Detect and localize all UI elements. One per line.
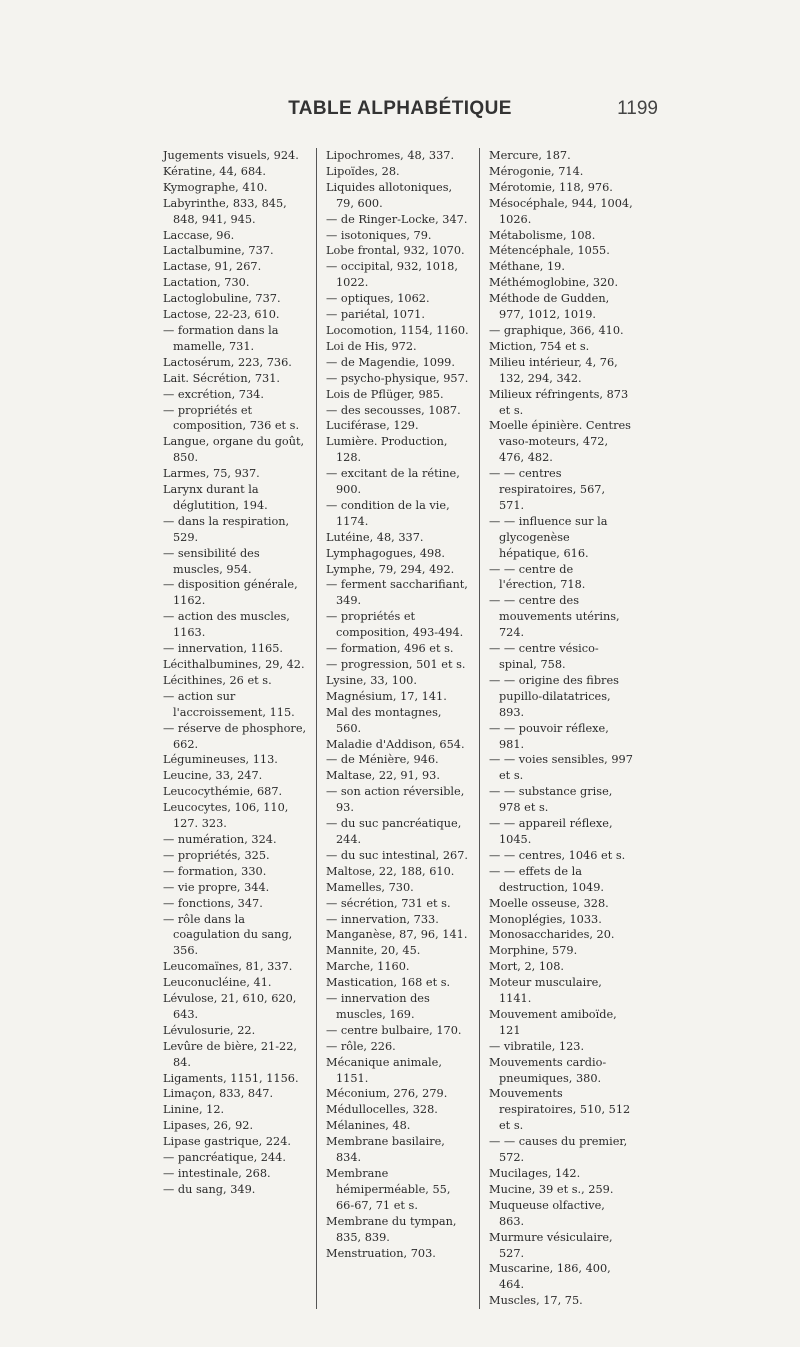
- index-entry: — action des muscles, 1163.: [163, 610, 290, 640]
- index-entry: — du suc pancréatique, 244.: [326, 817, 462, 846]
- index-entry: Langue, organe du goût, 850.: [163, 435, 305, 465]
- index-entry: Mésocéphale, 944, 1004, 1026.: [489, 196, 633, 226]
- index-entry: — vie propre, 344.: [163, 880, 270, 894]
- index-entry: Levûre de bière, 21-22, 84.: [163, 1039, 297, 1069]
- index-entry: — — voies sensibles, 997 et s.: [489, 753, 633, 783]
- index-entry: Mannite, 20, 45.: [326, 944, 421, 958]
- index-entry: — — centre vésico-spinal, 758.: [489, 642, 599, 671]
- index-entry: — — influence sur la glycogenèse hépatique, 616.: [489, 514, 608, 560]
- index-entry: Lactosérum, 223, 736.: [163, 355, 292, 369]
- index-entry: Lymphe, 79, 294, 492.: [326, 562, 455, 576]
- index-entry: — formation, 496 et s.: [326, 642, 454, 656]
- index-entry: — innervation des muscles, 169.: [326, 992, 430, 1021]
- index-entry: Jugements visuels, 924.: [163, 149, 299, 162]
- index-entry: Muscarine, 186, 400, 464.: [489, 1262, 611, 1292]
- index-entry: Lois de Pflüger, 985.: [326, 387, 444, 401]
- index-entry: Méthode de Gudden, 977, 1012, 1019.: [489, 292, 610, 322]
- index-entry: Lipoïdes, 28.: [326, 164, 400, 178]
- index-entry: Mouvements cardio-pneumiques, 380.: [489, 1055, 607, 1085]
- index-entry: Méconium, 276, 279.: [326, 1087, 448, 1101]
- index-entry: Membrane hémiperméable, 55, 66-67, 71 et s.: [326, 1167, 451, 1212]
- index-entry: Lumière. Production, 128.: [326, 435, 448, 465]
- index-entry: Miction, 754 et s.: [489, 339, 590, 353]
- index-entry: — rôle dans la coagulation du sang, 356.: [163, 912, 293, 958]
- index-entry: Mamelles, 730.: [326, 880, 414, 894]
- index-entry: — innervation, 733.: [326, 912, 439, 926]
- index-entry: Lobe frontal, 932, 1070.: [326, 244, 465, 258]
- index-entry: — vibratile, 123.: [489, 1039, 585, 1053]
- index-entry: Lactose, 22-23, 610.: [163, 308, 280, 322]
- index-column-2: [326, 148, 470, 1261]
- index-entry: — dans la respiration, 529.: [163, 514, 290, 544]
- index-entry: Larmes, 75, 937.: [163, 467, 260, 481]
- index-entry: — des secousses, 1087.: [326, 403, 461, 417]
- index-columns: [163, 148, 668, 1309]
- index-entry: Muscles, 17, 75.: [489, 1294, 583, 1308]
- index-entry: Moelle épinière. Centres vaso-moteurs, 472, 476, 482.: [489, 419, 631, 465]
- index-entry: — pancréatique, 244.: [163, 1151, 286, 1165]
- index-entry: — fonctions, 347.: [163, 896, 263, 910]
- index-entry: — formation dans la mamelle, 731.: [163, 323, 279, 353]
- index-entry: Liquides allotoniques, 79, 600.: [326, 180, 453, 210]
- page-title: TABLE ALPHABÉTIQUE: [288, 98, 512, 119]
- index-entry: Limaçon, 833, 847.: [163, 1087, 274, 1101]
- index-entry: Maltose, 22, 188, 610.: [326, 864, 455, 878]
- index-entry: Mucine, 39 et s., 259.: [489, 1182, 614, 1196]
- index-entry: — condition de la vie, 1174.: [326, 498, 450, 528]
- index-entry: — — centre de l'érection, 718.: [489, 562, 586, 592]
- index-entry: — numération, 324.: [163, 832, 277, 846]
- index-entry: Linine, 12.: [163, 1103, 225, 1117]
- index-entry: Luciférase, 129.: [326, 419, 419, 433]
- index-entry: — graphique, 366, 410.: [489, 323, 624, 337]
- index-entry: — sensibilité des muscles, 954.: [163, 546, 260, 576]
- index-entry: Membrane du tympan, 835, 839.: [326, 1214, 457, 1244]
- index-entry: Lysine, 33, 100.: [326, 673, 417, 687]
- index-entry: — centre bulbaire, 170.: [326, 1023, 462, 1037]
- index-entry: Lécithalbumines, 29, 42.: [163, 658, 305, 671]
- index-entry: Méthémoglobine, 320.: [489, 276, 619, 290]
- index-entry: — — centres, 1046 et s.: [489, 848, 626, 862]
- column-divider: [479, 148, 480, 1309]
- index-entry: — — substance grise, 978 et s.: [489, 785, 613, 815]
- index-entry: Milieu intérieur, 4, 76, 132, 294, 342.: [489, 355, 618, 385]
- index-entry: — intestinale, 268.: [163, 1167, 271, 1180]
- index-entry: — disposition générale, 1162.: [163, 578, 298, 608]
- index-column-1: [163, 148, 307, 1198]
- index-entry: Mercure, 187.: [489, 149, 571, 162]
- index-entry: Menstruation, 703.: [326, 1246, 436, 1260]
- index-entry: Membrane basilaire, 834.: [326, 1135, 445, 1165]
- index-entry: — — origine des fibres pupillo-dilatatrices, 893.: [489, 673, 619, 719]
- index-column-3: [489, 148, 633, 1309]
- index-entry: — innervation, 1165.: [163, 642, 284, 656]
- index-entry: Muqueuse olfactive, 863.: [489, 1198, 605, 1228]
- index-entry: Leucine, 33, 247.: [163, 769, 263, 783]
- index-entry: Lactation, 730.: [163, 276, 250, 290]
- index-entry: Méthane, 19.: [489, 260, 565, 274]
- index-entry: Loi de His, 972.: [326, 339, 417, 353]
- index-entry: — progression, 501 et s.: [326, 658, 466, 671]
- index-entry: Métabolisme, 108.: [489, 228, 596, 242]
- index-entry: Lactalbumine, 737.: [163, 244, 274, 258]
- index-entry: Kymographe, 410.: [163, 180, 268, 194]
- index-entry: — réserve de phosphore, 662.: [163, 721, 307, 751]
- index-entry: — — centre des mouvements utérins, 724.: [489, 594, 620, 640]
- index-entry: Maltase, 22, 91, 93.: [326, 769, 440, 783]
- index-entry: — — pouvoir réflexe, 981.: [489, 721, 609, 751]
- index-entry: Lévulosurie, 22.: [163, 1023, 256, 1037]
- index-entry: — excitant de la rétine, 900.: [326, 467, 460, 497]
- index-entry: Lévulose, 21, 610, 620, 643.: [163, 992, 297, 1021]
- index-entry: Locomotion, 1154, 1160.: [326, 323, 469, 337]
- index-entry: Mucilages, 142.: [489, 1167, 581, 1180]
- index-entry: Labyrinthe, 833, 845, 848, 941, 945.: [163, 196, 287, 226]
- column-divider: [316, 148, 317, 1309]
- index-entry: — action sur l'accroissement, 115.: [163, 689, 295, 719]
- index-entry: Lactase, 91, 267.: [163, 260, 262, 274]
- index-entry: Lactoglobuline, 737.: [163, 292, 281, 306]
- index-entry: — — centres respiratoires, 567, 571.: [489, 467, 606, 512]
- index-entry: Médullocelles, 328.: [326, 1103, 438, 1117]
- index-entry: — occipital, 932, 1018, 1022.: [326, 260, 458, 290]
- index-entry: — pariétal, 1071.: [326, 308, 425, 322]
- index-entry: Leuconucléine, 41.: [163, 976, 272, 990]
- index-entry: Ligaments, 1151, 1156.: [163, 1071, 299, 1085]
- index-entry: Laccase, 96.: [163, 228, 235, 242]
- index-entry: — formation, 330.: [163, 864, 267, 878]
- index-entry: Leucocythémie, 687.: [163, 785, 283, 799]
- index-entry: Lipochromes, 48, 337.: [326, 149, 455, 162]
- index-entry: Magnésium, 17, 141.: [326, 689, 447, 703]
- index-entry: — du suc intestinal, 267.: [326, 848, 468, 862]
- index-entry: Monosaccharides, 20.: [489, 928, 615, 942]
- index-entry: — propriétés et composition, 493-494.: [326, 610, 464, 640]
- index-entry: — optiques, 1062.: [326, 292, 430, 306]
- index-entry: Mouvement amiboïde, 121: [489, 1007, 617, 1037]
- index-entry: — de Ringer-Locke, 347.: [326, 212, 468, 226]
- index-entry: — de Ménière, 946.: [326, 753, 439, 767]
- index-entry: Mécanique animale, 1151.: [326, 1055, 442, 1085]
- index-entry: Milieux réfringents, 873 et s.: [489, 387, 629, 417]
- index-entry: — son action réversible, 93.: [326, 785, 465, 815]
- index-entry: Lait. Sécrétion, 731.: [163, 371, 280, 385]
- index-entry: — isotoniques, 79.: [326, 228, 432, 242]
- index-entry: Moelle osseuse, 328.: [489, 896, 609, 910]
- index-entry: Morphine, 579.: [489, 944, 578, 958]
- index-entry: Murmure vésiculaire, 527.: [489, 1230, 613, 1260]
- index-entry: Lutéine, 48, 337.: [326, 530, 424, 544]
- index-entry: Mérotomie, 118, 976.: [489, 180, 613, 194]
- index-entry: Lipases, 26, 92.: [163, 1119, 254, 1133]
- page-header: [0, 98, 800, 122]
- index-entry: Moteur musculaire, 1141.: [489, 976, 602, 1006]
- index-entry: Maladie d'Addison, 654.: [326, 737, 465, 751]
- index-entry: Mastication, 168 et s.: [326, 976, 451, 990]
- index-entry: — — causes du premier, 572.: [489, 1135, 628, 1165]
- index-entry: — propriétés, 325.: [163, 848, 270, 862]
- index-entry: Manganèse, 87, 96, 141.: [326, 928, 468, 942]
- index-entry: Lécithines, 26 et s.: [163, 673, 272, 687]
- index-entry: — — appareil réflexe, 1045.: [489, 817, 613, 846]
- index-entry: — excrétion, 734.: [163, 387, 264, 401]
- index-entry: Lipase gastrique, 224.: [163, 1135, 292, 1149]
- index-entry: Légumineuses, 113.: [163, 753, 278, 767]
- index-entry: Mélanines, 48.: [326, 1119, 411, 1133]
- index-entry: — rôle, 226.: [326, 1039, 396, 1053]
- index-entry: Leucomaïnes, 81, 337.: [163, 960, 293, 974]
- index-entry: Métencéphale, 1055.: [489, 244, 610, 258]
- index-entry: Kératine, 44, 684.: [163, 164, 266, 178]
- index-entry: Larynx durant la déglutition, 194.: [163, 483, 268, 512]
- index-entry: — psycho-physique, 957.: [326, 371, 469, 385]
- index-entry: — de Magendie, 1099.: [326, 355, 455, 369]
- index-entry: — sécrétion, 731 et s.: [326, 896, 451, 910]
- index-entry: Monoplégies, 1033.: [489, 912, 602, 926]
- index-entry: Leucocytes, 106, 110, 127. 323.: [163, 801, 289, 831]
- index-entry: Lymphagogues, 498.: [326, 546, 445, 560]
- index-entry: — propriétés et composition, 736 et s.: [163, 403, 300, 433]
- index-entry: — — effets de la destruction, 1049.: [489, 864, 605, 894]
- index-entry: — ferment saccharifiant, 349.: [326, 578, 468, 608]
- index-entry: Mort, 2, 108.: [489, 960, 565, 974]
- page-number: 1199: [617, 98, 658, 119]
- index-entry: Mal des montagnes, 560.: [326, 705, 442, 735]
- index-entry: Mérogonie, 714.: [489, 164, 584, 178]
- index-entry: — du sang, 349.: [163, 1182, 256, 1196]
- index-entry: Marche, 1160.: [326, 960, 410, 974]
- index-entry: Mouvements respiratoires, 510, 512 et s.: [489, 1087, 631, 1133]
